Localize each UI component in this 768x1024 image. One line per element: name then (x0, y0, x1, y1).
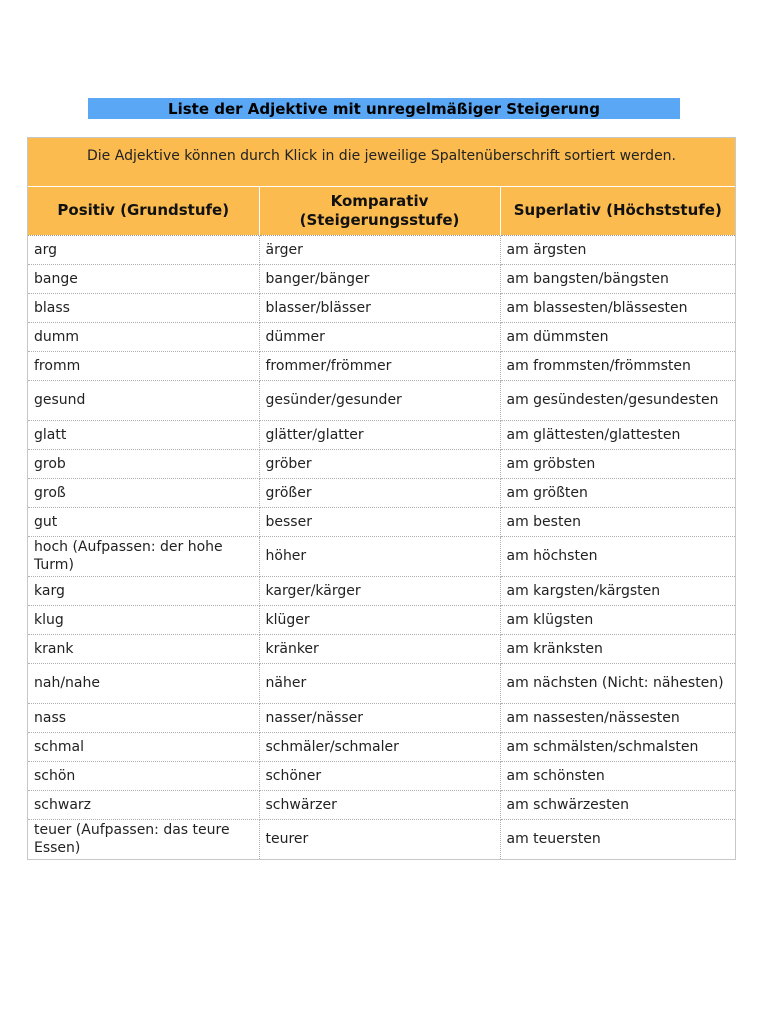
cell-komparativ: teurer (259, 819, 500, 859)
cell-komparativ: höher (259, 536, 500, 576)
cell-superlativ: am bangsten/bängsten (500, 264, 735, 293)
table-row (28, 605, 735, 634)
table-row (28, 380, 735, 420)
cell-komparativ: schöner (259, 761, 500, 790)
cell-superlativ: am nassesten/nässesten (500, 703, 735, 732)
page-title: Liste der Adjektive mit unregelmäßiger Steigerung (88, 98, 680, 119)
cell-komparativ: gröber (259, 449, 500, 478)
cell-positiv: gesund (28, 380, 259, 420)
cell-komparativ: ärger (259, 235, 500, 264)
table-row (28, 507, 735, 536)
table-row (28, 663, 735, 703)
cell-komparativ: nasser/nässer (259, 703, 500, 732)
komparativ-header-line1: Komparativ (330, 191, 429, 210)
column-header-positiv[interactable]: Positiv (Grundstufe) (28, 186, 259, 235)
cell-komparativ: blasser/blässer (259, 293, 500, 322)
table-row (28, 536, 735, 576)
cell-komparativ: dümmer (259, 322, 500, 351)
table-row (28, 634, 735, 663)
cell-superlativ: am gröbsten (500, 449, 735, 478)
cell-superlativ: am kargsten/kärgsten (500, 576, 735, 605)
table-row (28, 235, 735, 264)
cell-superlativ: am besten (500, 507, 735, 536)
cell-positiv: gut (28, 507, 259, 536)
cell-komparativ: schmäler/schmaler (259, 732, 500, 761)
column-header-superlativ[interactable]: Superlativ (Höchststufe) (500, 186, 735, 235)
cell-positiv: teuer (Aufpassen: das teure Essen) (28, 819, 259, 859)
cell-komparativ: frommer/frömmer (259, 351, 500, 380)
cell-positiv: bange (28, 264, 259, 293)
cell-superlativ: am nächsten (Nicht: nähesten) (500, 663, 735, 703)
table-row (28, 576, 735, 605)
cell-superlativ: am schönsten (500, 761, 735, 790)
sort-notice: Die Adjektive können durch Klick in die jeweilige Spaltenüberschrift sortiert werden. (28, 138, 735, 186)
cell-superlativ: am klügsten (500, 605, 735, 634)
cell-komparativ: klüger (259, 605, 500, 634)
cell-komparativ: karger/kärger (259, 576, 500, 605)
cell-positiv: arg (28, 235, 259, 264)
table-row (28, 322, 735, 351)
column-header-komparativ[interactable] (259, 186, 500, 235)
table-row (28, 420, 735, 449)
table-row (28, 351, 735, 380)
cell-komparativ: gesünder/gesunder (259, 380, 500, 420)
cell-positiv: krank (28, 634, 259, 663)
cell-positiv: blass (28, 293, 259, 322)
cell-superlativ: am größten (500, 478, 735, 507)
adjective-table (27, 137, 736, 860)
cell-komparativ: näher (259, 663, 500, 703)
cell-positiv: nass (28, 703, 259, 732)
table-row (28, 819, 735, 859)
table-row (28, 264, 735, 293)
cell-komparativ: schwärzer (259, 790, 500, 819)
cell-positiv: fromm (28, 351, 259, 380)
table-row (28, 449, 735, 478)
cell-superlativ: am blassesten/blässesten (500, 293, 735, 322)
cell-positiv: nah/nahe (28, 663, 259, 703)
cell-komparativ: banger/bänger (259, 264, 500, 293)
cell-superlativ: am gesündesten/gesundesten (500, 380, 735, 420)
table-row (28, 761, 735, 790)
table-row (28, 790, 735, 819)
cell-komparativ: größer (259, 478, 500, 507)
cell-positiv: groß (28, 478, 259, 507)
cell-superlativ: am höchsten (500, 536, 735, 576)
cell-komparativ: besser (259, 507, 500, 536)
cell-positiv: grob (28, 449, 259, 478)
cell-positiv: klug (28, 605, 259, 634)
cell-positiv: hoch (Aufpassen: der hohe Turm) (28, 536, 259, 576)
cell-komparativ: kränker (259, 634, 500, 663)
cell-positiv: karg (28, 576, 259, 605)
cell-superlativ: am teuersten (506, 831, 601, 848)
table-row (28, 478, 735, 507)
cell-superlativ: am ärgsten (500, 235, 735, 264)
table-row (28, 732, 735, 761)
cell-superlativ: am dümmsten (500, 322, 735, 351)
cell-superlativ: am frommsten/frömmsten (500, 351, 735, 380)
cell-positiv: schwarz (28, 790, 259, 819)
komparativ-header-line2: (Steigerungsstufe) (299, 210, 460, 229)
table-row (28, 293, 735, 322)
cell-positiv: schmal (28, 732, 259, 761)
cell-positiv: schön (28, 761, 259, 790)
table-row (28, 703, 735, 732)
cell-superlativ: am schwärzesten (500, 790, 735, 819)
cell-komparativ: glätter/glatter (259, 420, 500, 449)
cell-positiv: glatt (28, 420, 259, 449)
cell-superlativ: am kränksten (500, 634, 735, 663)
cell-superlativ: am glättesten/glattesten (500, 420, 735, 449)
cell-positiv: dumm (28, 322, 259, 351)
cell-superlativ: am schmälsten/schmalsten (500, 732, 735, 761)
